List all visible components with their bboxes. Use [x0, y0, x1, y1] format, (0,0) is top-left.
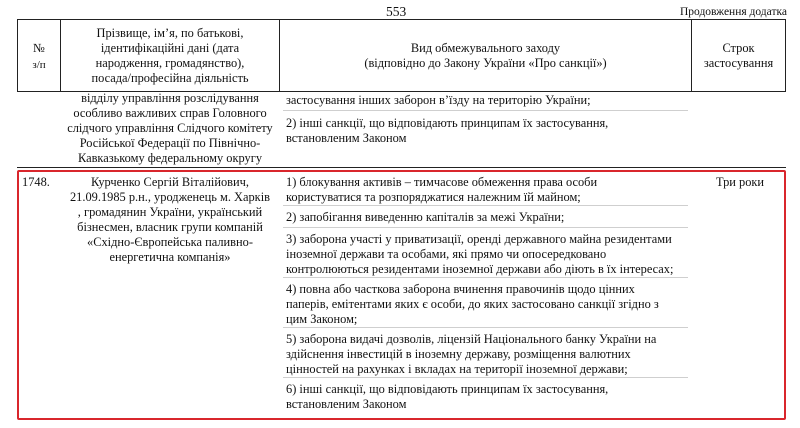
header-num-line: з/п: [32, 59, 46, 71]
header-term-line: Строк: [722, 41, 755, 55]
header-person-line: посада/професійна діяльність: [91, 71, 249, 85]
prev-person-line: відділу управління розслідування: [81, 91, 259, 105]
prev-measure-line: застосування інших заборон в’їзду на територію України;: [286, 93, 591, 107]
measure-line: 1) блокування активів – тимчасове обмеження права особи: [286, 175, 598, 189]
measure-1: [286, 175, 686, 205]
person-line: Курченко Сергій Віталійович,: [91, 175, 249, 189]
measure-divider: [283, 277, 688, 278]
header-num-line: №: [33, 41, 45, 55]
header-term-line: застосування: [703, 56, 774, 70]
measure-line: іноземної держави та особами, які прямо чи опосередковано: [286, 247, 607, 261]
prev-measure-divider: [283, 110, 688, 111]
prev-person-line: Кавказькому федеральному округу: [77, 151, 263, 165]
prev-measure-line: встановленим Законом: [286, 131, 407, 145]
prev-measure-line: 2) інші санкції, що відповідають принципам їх застосування,: [286, 116, 609, 130]
person-line: , громадянин України, український: [77, 205, 263, 219]
row-term: Три роки: [716, 175, 765, 189]
header-person-line: народження, громадянство),: [95, 56, 245, 70]
measure-divider: [283, 377, 688, 378]
row-number: 1748.: [22, 175, 50, 189]
person-line: енергетична компанія»: [109, 250, 231, 264]
measure-divider: [283, 227, 688, 228]
header-num: [17, 40, 61, 74]
header-measure: [280, 41, 691, 71]
header-term: [692, 41, 785, 71]
measure-line: паперів, емітентами яких є особи, до яких застосовано санкції згідно з: [286, 297, 659, 311]
measure-line: контролюються резидентами іноземної держави або діють в їх інтересах;: [286, 262, 674, 276]
measure-line: 4) повна або часткова заборона вчинення правочинів щодо цінних: [286, 282, 635, 296]
row-separator: [17, 167, 786, 168]
measure-line: 3) заборона участі у приватизації, оренді державного майна резидентами: [286, 232, 672, 246]
measure-4: [286, 282, 686, 327]
measure-line: здійснення інвестицій в іноземну державу, розміщення валютних: [286, 347, 631, 361]
continuation-label: Продовження додатка: [679, 6, 787, 18]
measure-6: [286, 382, 686, 412]
prev-person-line: слідчого управління Слідчого комітету: [67, 121, 273, 135]
measure-line: користуватися та розпоряджатися належним їй майном;: [286, 190, 581, 204]
measure-line: встановленим Законом: [286, 397, 407, 411]
measure-3: [286, 232, 690, 277]
measure-line: 6) інші санкції, що відповідають принципам їх застосування,: [286, 382, 609, 396]
measure-5: [286, 332, 686, 377]
measure-line: цим Законом;: [286, 312, 358, 326]
measure-2: [286, 210, 686, 225]
measure-line: цінностей на рахунках і вкладах на території іноземної держави;: [286, 362, 628, 376]
page-number: 553: [386, 4, 407, 19]
header-measure-line: Вид обмежувального заходу: [410, 41, 561, 55]
person-line: бізнесмен, власник групи компаній: [77, 220, 263, 234]
table-right-border: [785, 19, 786, 92]
header-person-line: Прізвище, ім’я, по батькові,: [96, 26, 244, 40]
header-measure-line: (відповідно до Закону України «Про санкції»): [364, 56, 607, 70]
person-line: 21.09.1985 р.н., уродженець м. Харків: [69, 190, 270, 204]
prev-row-person: [61, 91, 279, 166]
measure-line: 2) запобігання виведенню капіталів за межі України;: [286, 210, 565, 224]
measure-line: 5) заборона видачі дозволів, ліцензій Національного банку України на: [286, 332, 657, 346]
prev-row-measure-2: [286, 116, 686, 146]
prev-person-line: особливо важливих справ Головного: [73, 106, 267, 120]
table-top-border: [17, 19, 786, 20]
measure-divider: [283, 327, 688, 328]
prev-row-measure-1: [286, 93, 686, 108]
header-person-line: ідентифікаційні дані (дата: [100, 41, 240, 55]
row-person: [61, 175, 279, 265]
prev-person-line: Російської Федерації по Північно-: [79, 136, 261, 150]
header-person: [61, 26, 279, 86]
measure-divider: [283, 205, 688, 206]
person-line: «Східно-Європейська паливно-: [87, 235, 253, 249]
